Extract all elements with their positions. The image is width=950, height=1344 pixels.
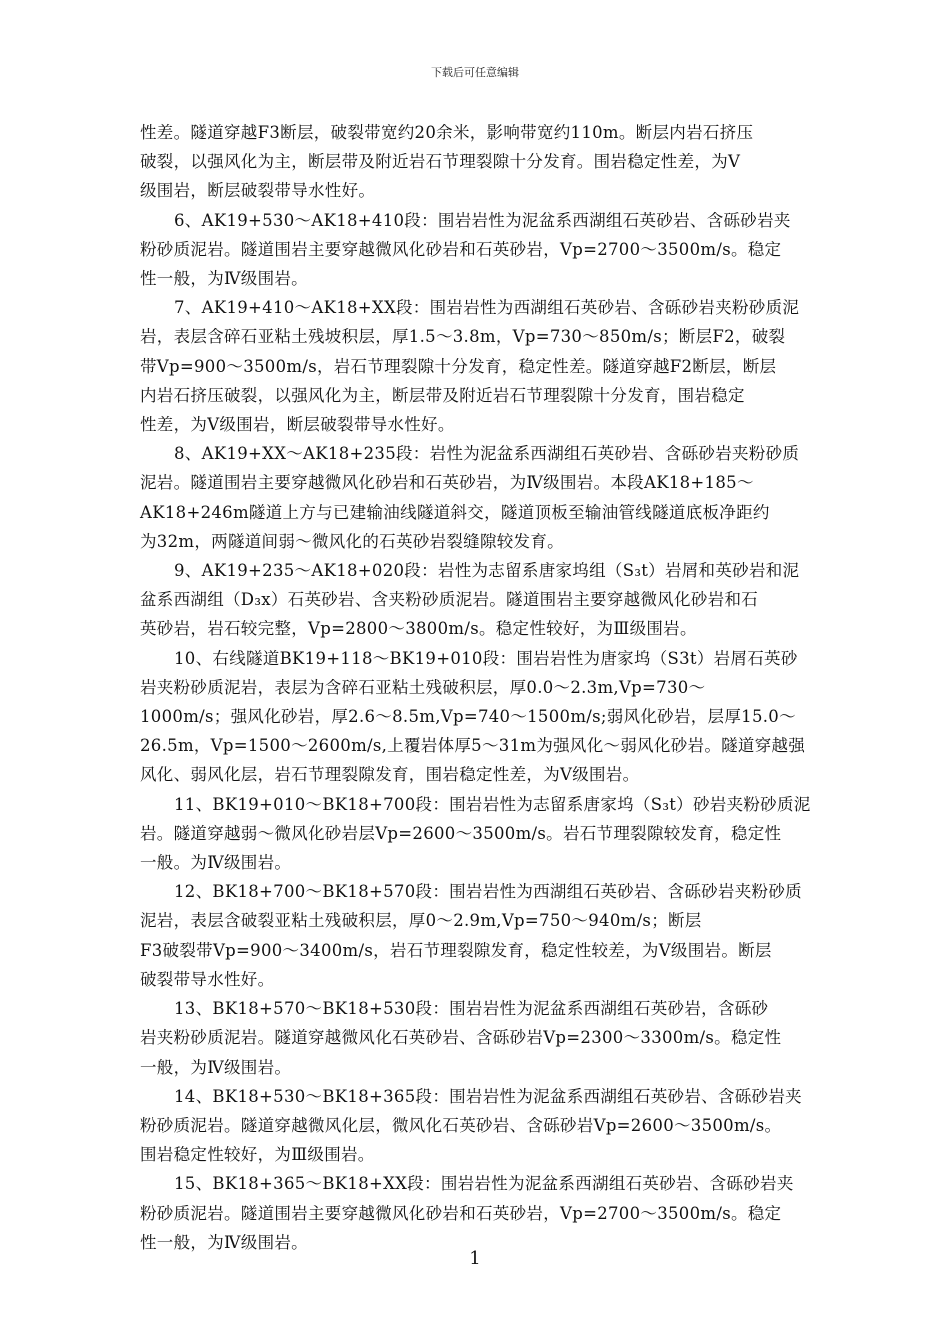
text-line: 9、AK19+235～AK18+020段：岩性为志留系唐家坞组（S₃t）岩屑和英砂岩和泥: [174, 561, 800, 581]
text-line: 8、AK19+XX～AK18+235段：岩性为泥盆系西湖组石英砂岩、含砾砂岩夹粉砂质: [174, 444, 800, 464]
text-line: 粉砂质泥岩。隧道穿越微风化层，微风化石英砂岩、含砾砂岩Vp=2600～3500m/s。: [140, 1115, 782, 1135]
text-line: 13、BK18+570～BK18+530段：围岩岩性为泥盆系西湖组石英砂岩，含砾砂: [174, 999, 769, 1019]
text-line: AK18+246m隧道上方与已建输油线隧道斜交，隧道顶板至输油管线隧道底板净距约: [140, 502, 770, 522]
text-line: 盆系西湖组（D₃x）石英砂岩、含夹粉砂质泥岩。隧道围岩主要穿越微风化砂岩和石: [140, 590, 759, 610]
paragraph-section-8: [140, 439, 840, 556]
paragraph-section-10: [140, 644, 840, 790]
text-line: 英砂岩，岩石较完整，Vp=2800～3800m/s。稳定性较好，为Ⅲ级围岩。: [140, 619, 697, 639]
text-line: F3破裂带Vp=900～3400m/s，岩石节理裂隙发育，稳定性较差，为Ⅴ级围岩。断层: [140, 940, 772, 960]
text-line: 带Vp=900～3500m/s，岩石节理裂隙十分发育，稳定性差。隧道穿越F2断层，断层: [140, 356, 777, 376]
paragraph-section-13: [140, 994, 840, 1082]
text-line: 破裂，以强风化为主，断层带及附近岩石节理裂隙十分发育。围岩稳定性差，为Ⅴ: [140, 152, 741, 172]
text-line: 一般，为Ⅳ级围岩。: [140, 1057, 292, 1077]
text-line: 风化、弱风化层，岩石节理裂隙发育，围岩稳定性差，为Ⅴ级围岩。: [140, 765, 640, 785]
text-line: 泥岩，表层含破裂亚粘土残破积层，厚0～2.9m,Vp=750～940m/s；断层: [140, 911, 702, 931]
text-line: 粉砂质泥岩。隧道围岩主要穿越微风化砂岩和石英砂岩，Vp=2700～3500m/s。稳定: [140, 1203, 782, 1223]
document-body: [140, 118, 840, 1257]
paragraph-section-7: [140, 293, 840, 439]
text-line: 岩，表层含碎石亚粘土残坡积层，厚1.5～3.8m，Vp=730～850m/s；断层F2，破裂: [140, 327, 786, 347]
text-line: 级围岩，断层破裂带导水性好。: [140, 181, 376, 201]
paragraph-section-11: [140, 790, 840, 878]
text-line: 性一般，为Ⅳ级围岩。: [140, 269, 308, 289]
text-line: 破裂带导水性好。: [140, 969, 275, 989]
page-header: 下载后可任意编辑: [431, 66, 519, 79]
text-line: 围岩稳定性较好，为Ⅲ级围岩。: [140, 1145, 375, 1165]
text-line: 6、AK19+530～AK18+410段：围岩岩性为泥盆系西湖组石英砂岩、含砾砂岩夹: [174, 210, 791, 230]
paragraph-section-14: [140, 1082, 840, 1170]
text-line: 11、BK19+010～BK18+700段：围岩岩性为志留系唐家坞（S₃t）砂岩夹粉砂质泥: [174, 794, 811, 814]
text-line: 岩夹粉砂质泥岩，表层为含碎石亚粘土残破积层，厚0.0～2.3m,Vp=730～: [140, 677, 706, 697]
paragraph-section-12: [140, 877, 840, 994]
text-line: 12、BK18+700～BK18+570段：围岩岩性为西湖组石英砂岩、含砾砂岩夹粉砂质: [174, 882, 802, 902]
text-line: 岩。隧道穿越弱～微风化砂岩层Vp=2600～3500m/s。岩石节理裂隙较发育，稳定性: [140, 823, 782, 843]
text-line: 性一般，为Ⅳ级围岩。: [140, 1232, 308, 1252]
paragraph-section-9: [140, 556, 840, 644]
paragraph-continued: [140, 118, 840, 206]
text-line: 为32m，两隧道间弱～微风化的石英砂岩裂缝隙较发育。: [140, 531, 564, 551]
page-number: 1: [469, 1248, 481, 1269]
text-line: 一般。为Ⅳ级围岩。: [140, 853, 292, 873]
text-line: 1000m/s；强风化砂岩，厚2.6～8.5m,Vp=740～1500m/s;弱风化砂岩，层厚15.0～: [140, 707, 796, 727]
text-line: 粉砂质泥岩。隧道围岩主要穿越微风化砂岩和石英砂岩，Vp=2700～3500m/s。稳定: [140, 239, 782, 259]
text-line: 10、右线隧道BK19+118～BK19+010段：围岩岩性为唐家坞（S3t）岩屑石英砂: [174, 648, 798, 668]
text-line: 泥岩。隧道围岩主要穿越微风化砂岩和石英砂岩，为Ⅳ级围岩。本段AK18+185～: [140, 473, 754, 493]
text-line: 内岩石挤压破裂，以强风化为主，断层带及附近岩石节理裂隙十分发育，围岩稳定: [140, 385, 745, 405]
text-line: 性差，为Ⅴ级围岩，断层破裂带导水性好。: [140, 415, 455, 435]
text-line: 26.5m，Vp=1500～2600m/s,上覆岩体厚5～31m为强风化～弱风化砂岩。隧道穿越强: [140, 736, 806, 756]
text-line: 14、BK18+530～BK18+365段：围岩岩性为泥盆系西湖组石英砂岩、含砾砂岩夹: [174, 1086, 802, 1106]
text-line: 15、BK18+365～BK18+XX段：围岩岩性为泥盆系西湖组石英砂岩、含砾砂岩夹: [174, 1174, 794, 1194]
text-line: 性差。隧道穿越F3断层，破裂带宽约20余米，影响带宽约110m。断层内岩石挤压: [140, 123, 754, 142]
paragraph-section-6: [140, 206, 840, 294]
text-line: 7、AK19+410～AK18+XX段：围岩岩性为西湖组石英砂岩、含砾砂岩夹粉砂质泥: [174, 298, 800, 318]
text-line: 岩夹粉砂质泥岩。隧道穿越微风化石英砂岩、含砾砂岩Vp=2300～3300m/s。稳定性: [140, 1028, 782, 1048]
paragraph-section-15: [140, 1169, 840, 1257]
